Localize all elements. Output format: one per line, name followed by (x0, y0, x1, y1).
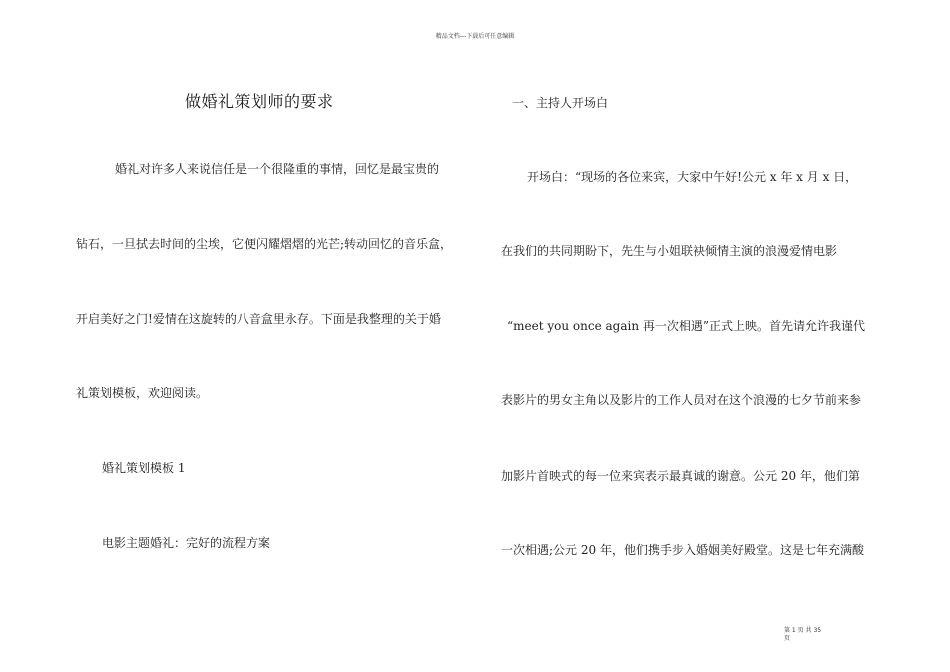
section-heading: 婚礼策划模板 1 (102, 461, 186, 475)
left-paragraph-line: 开启美好之门!爱情在这旋转的八音盒里永存。下面是我整理的关于婚 (76, 312, 441, 326)
left-paragraph-line: 礼策划模板，欢迎阅读。 (76, 386, 209, 400)
right-paragraph-line: 在我们的共同期盼下，先生与小姐联袂倾情主演的浪漫爱情电影 (501, 244, 838, 258)
right-paragraph-line: 加影片首映式的每一位来宾表示最真诚的谢意。公元 20 年，他们第 (501, 469, 860, 483)
left-paragraph-line: 钻石，一旦拭去时间的尘埃，它便闪耀熠熠的光芒;转动回忆的音乐盒， (76, 237, 453, 251)
right-paragraph-line: 一次相遇;公元 20 年，他们携手步入婚姻美好殿堂。这是七年充满酸 (501, 543, 864, 557)
right-paragraph-line: “meet you once again 再一次相遇”正式上映。首先请允许我谨代 (507, 319, 865, 333)
page-number-line: 第 1 页 共 35 (784, 627, 822, 634)
right-paragraph-line: 表影片的男女主角以及影片的工作人员对在这个浪漫的七夕节前来参 (501, 393, 862, 407)
page-header: 精品文档---下载后可任意编辑 (435, 33, 515, 40)
subsection-heading: 电影主题婚礼：完好的流程方案 (102, 536, 271, 550)
left-paragraph-line: 婚礼对许多人来说信任是一个很隆重的事情，回忆是最宝贵的 (115, 162, 440, 176)
document-title: 做婚礼策划师的要求 (185, 92, 334, 111)
page-number (784, 627, 844, 643)
right-section-heading: 一、主持人开场白 (512, 96, 609, 110)
right-paragraph-line: 开场白：“现场的各位来宾，大家中午好!公元 x 年 x 月 x 日， (527, 170, 858, 184)
page-number-line: 页 (784, 635, 791, 642)
